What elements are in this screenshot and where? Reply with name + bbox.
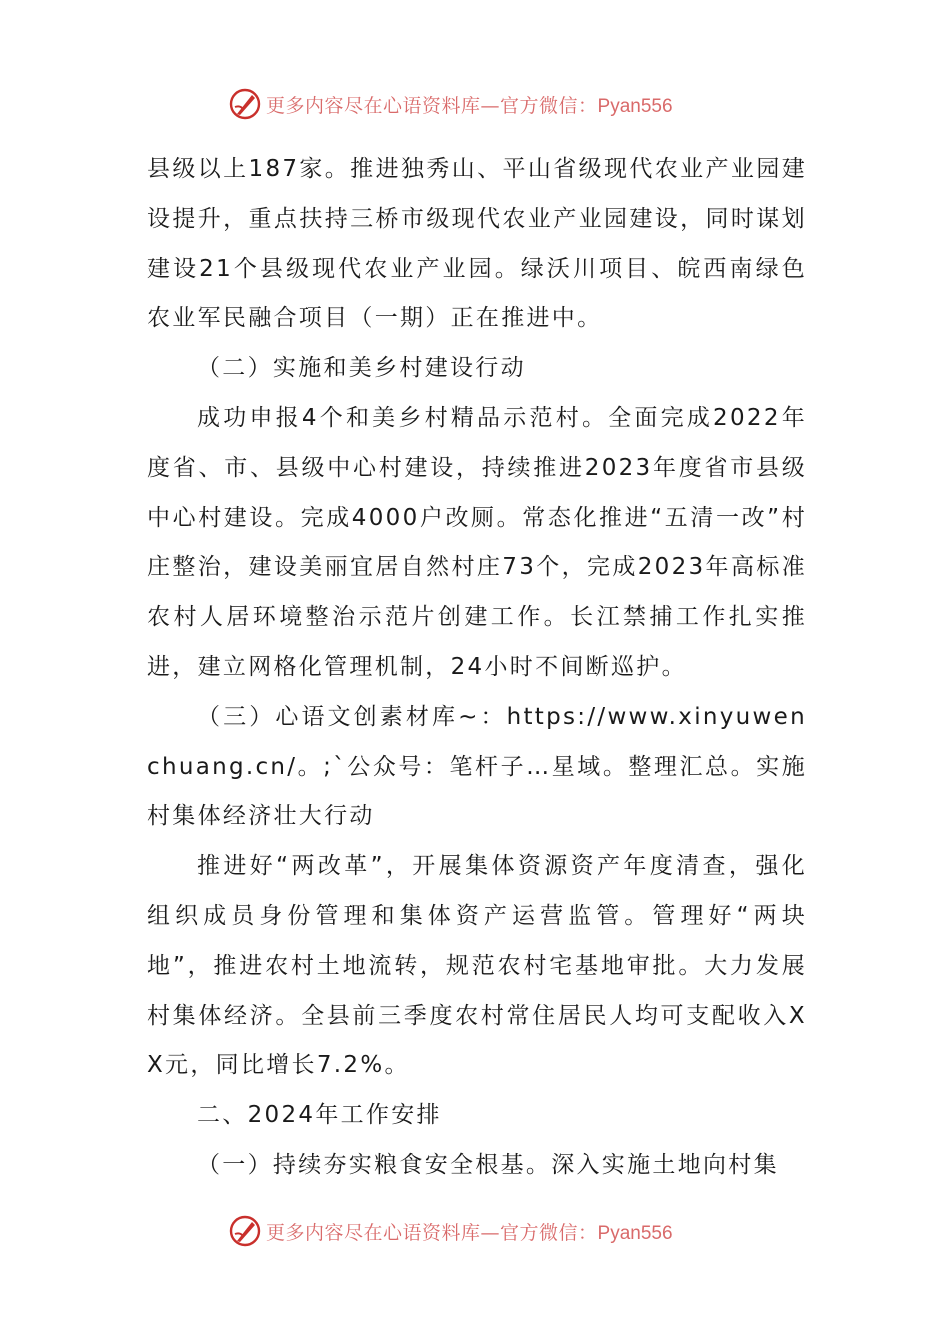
- section-heading: （二）实施和美乡村建设行动: [197, 355, 526, 382]
- section-heading: （三）心语文创素材库~：https://www.xinyuwenchuang.cn/。;`公众号：笔杆子…星域。整理汇总。实施村集体经济壮大行动: [147, 703, 807, 830]
- banner-text: 更多内容尽在心语资料库—官方微信：Pyan556: [266, 94, 673, 117]
- paragraph: 推进好“两改革”，开展集体资源资产年度清查，强化组织成员身份管理和集体资产运营监管。管理好“两块地”，推进农村土地流转，规范农村宅基地审批。大力发展村集体经济。全县前三季度农村常住居民人均可支配收入XX元，同比增长7.2%。: [147, 853, 807, 1079]
- footer-banner: [228, 1211, 748, 1251]
- banner-text: 更多内容尽在心语资料库—官方微信：Pyan556: [266, 1221, 673, 1244]
- section-heading: 二、2024年工作安排: [197, 1102, 442, 1129]
- quill-logo-icon: [228, 1214, 262, 1248]
- quill-logo-icon: [228, 87, 262, 121]
- paragraph: 成功申报4个和美乡村精品示范村。全面完成2022年度省、市、县级中心村建设，持续推进2023年度省市县级中心村建设。完成4000户改厕。常态化推进“五清一改”村庄整治，建设美丽宜居自然村庄73个，完成2023年高标准农村人居环境整治示范片创建工作。长江禁捕工作扎实推进，建立网格化管理机制，24小时不间断巡护。: [147, 404, 807, 680]
- document-body: [147, 145, 807, 1191]
- paragraph: 县级以上187家。推进独秀山、平山省级现代农业产业园建设提升，重点扶持三桥市级现代农业产业园建设，同时谋划建设21个县级现代农业产业园。绿沃川项目、皖西南绿色农业军民融合项目（一期）正在推进中。: [147, 156, 807, 332]
- header-banner: [228, 84, 748, 124]
- paragraph: （一）持续夯实粮食安全根基。深入实施土地向村集: [197, 1151, 779, 1178]
